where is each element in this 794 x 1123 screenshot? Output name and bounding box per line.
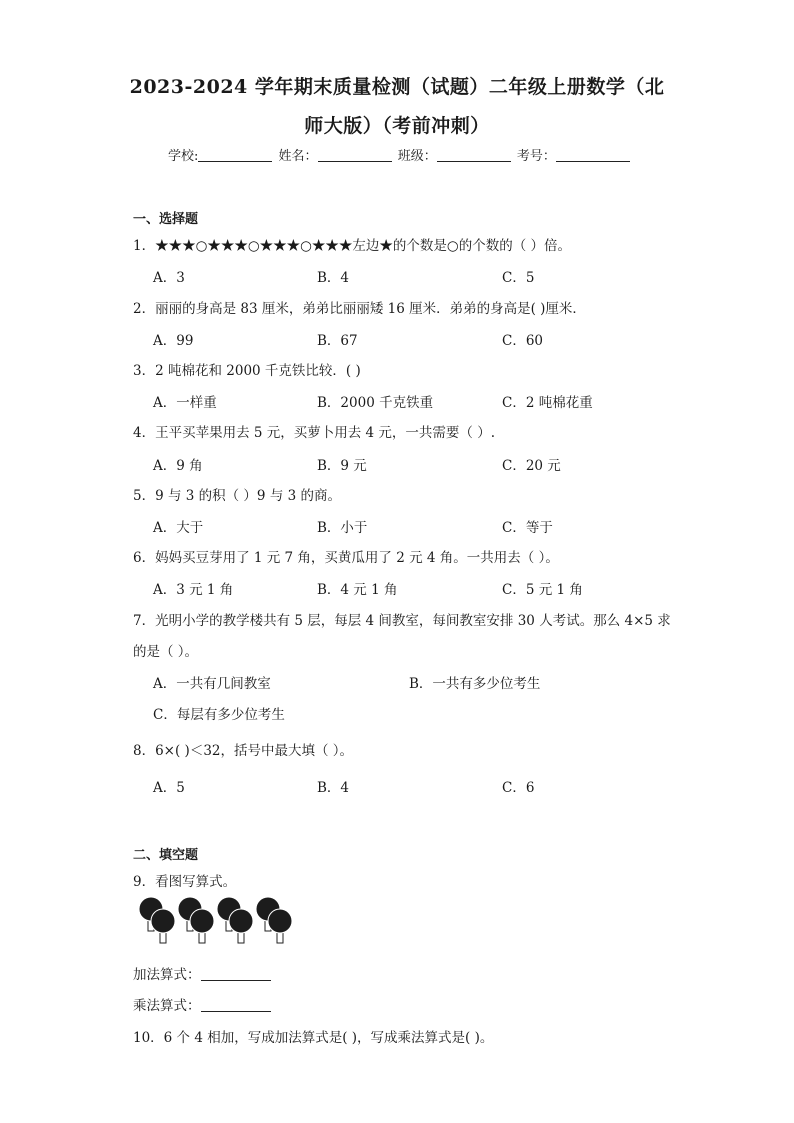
- multiplication-formula-row: [133, 994, 271, 1014]
- question-3-option-a[interactable]: A．一样重: [153, 395, 217, 411]
- multiplication-formula-blank[interactable]: [201, 999, 271, 1012]
- question-5-option-c[interactable]: C．等于: [502, 520, 553, 536]
- question-7-stem-line-2: 的是（ ）。: [133, 644, 199, 660]
- question-2-option-a[interactable]: A．99: [153, 333, 194, 349]
- question-5-option-a[interactable]: A．大于: [153, 520, 204, 536]
- question-8-option-c[interactable]: C．6: [502, 780, 535, 796]
- question-5-stem: 5．9 与 3 的积（ ）9 与 3 的商。: [133, 488, 341, 504]
- question-1-stem: 1．★★★○★★★○★★★○★★★左边★的个数是○的个数的（ ）倍。: [133, 238, 571, 254]
- question-2-option-c[interactable]: C．60: [502, 333, 544, 349]
- question-4-option-c[interactable]: C．20 元: [502, 458, 561, 474]
- question-4-stem: 4．王平买苹果用去 5 元，买萝卜用去 4 元，一共需要（ ）.: [133, 425, 496, 441]
- question-5-option-b[interactable]: B．小于: [317, 520, 368, 536]
- paddle-icon: [229, 909, 253, 943]
- question-7-stem: 7．光明小学的教学楼共有 5 层，每层 4 间教室，每间教室安排 30 人考试。那么 4×5 求: [133, 613, 671, 629]
- section-title-fill-in: 二、填空题: [133, 848, 199, 863]
- class-label: 班级：: [397, 149, 437, 164]
- exam-title-line-2: 师大版）（考前冲刺）: [304, 115, 490, 137]
- question-7-option-a[interactable]: A．一共有几间教室: [153, 676, 271, 692]
- question-6-option-a[interactable]: A．3 元 1 角: [153, 582, 234, 598]
- question-3-stem: 3．2 吨棉花和 2000 千克铁比较．( ): [133, 363, 361, 379]
- class-blank[interactable]: [437, 149, 511, 162]
- question-8-option-a[interactable]: A．5: [153, 780, 185, 796]
- question-7-option-c[interactable]: C．每层有多少位考生: [153, 707, 285, 723]
- question-7-option-b[interactable]: B．一共有多少位考生: [409, 676, 541, 692]
- school-label: 学校:: [168, 149, 199, 164]
- exam-title-line-1: 2023-2024 学年期末质量检测（试题）二年级上册数学（北: [129, 76, 665, 98]
- paddle-icon: [190, 909, 214, 943]
- ping-pong-paddles-image: [137, 893, 302, 953]
- multiplication-formula-label: 乘法算式：: [133, 998, 201, 1014]
- question-8-stem: 8．6×( )＜32，括号中最大填（ ）。: [133, 743, 354, 759]
- question-8-option-b[interactable]: B．4: [317, 780, 350, 796]
- question-6-option-c[interactable]: C．5 元 1 角: [502, 582, 583, 598]
- name-blank[interactable]: [318, 149, 392, 162]
- paddle-icon: [268, 909, 292, 943]
- question-2-stem: 2．丽丽的身高是 83 厘米，弟弟比丽丽矮 16 厘米．弟弟的身高是( )厘米．: [133, 301, 586, 317]
- question-6-option-b[interactable]: B．4 元 1 角: [317, 582, 398, 598]
- section-title-choice: 一、选择题: [133, 212, 199, 227]
- question-3-option-c[interactable]: C．2 吨棉花重: [502, 395, 593, 411]
- question-4-option-b[interactable]: B．9 元: [317, 458, 367, 474]
- question-9-stem: 9．看图写算式。: [133, 874, 237, 890]
- question-4-option-a[interactable]: A．9 角: [153, 458, 203, 474]
- question-1-option-b[interactable]: B．4: [317, 270, 350, 286]
- exam-number-label: 考号：: [516, 149, 556, 164]
- student-info-row: [168, 145, 632, 164]
- question-6-stem: 6．妈妈买豆芽用了 1 元 7 角，买黄瓜用了 2 元 4 角。一共用去（ ）。: [133, 550, 559, 566]
- addition-formula-row: [133, 963, 271, 983]
- school-blank[interactable]: [198, 149, 272, 162]
- addition-formula-blank[interactable]: [201, 968, 271, 981]
- question-1-option-a[interactable]: A．3: [153, 270, 185, 286]
- question-3-option-b[interactable]: B．2000 千克铁重: [317, 395, 434, 411]
- paddle-icon: [151, 909, 175, 943]
- name-label: 姓名：: [278, 149, 318, 164]
- question-1-option-c[interactable]: C．5: [502, 270, 535, 286]
- question-10-stem: 10．6 个 4 相加，写成加法算式是( )，写成乘法算式是( )。: [133, 1030, 494, 1046]
- question-2-option-b[interactable]: B．67: [317, 333, 358, 349]
- exam-number-blank[interactable]: [556, 149, 630, 162]
- addition-formula-label: 加法算式：: [133, 967, 201, 983]
